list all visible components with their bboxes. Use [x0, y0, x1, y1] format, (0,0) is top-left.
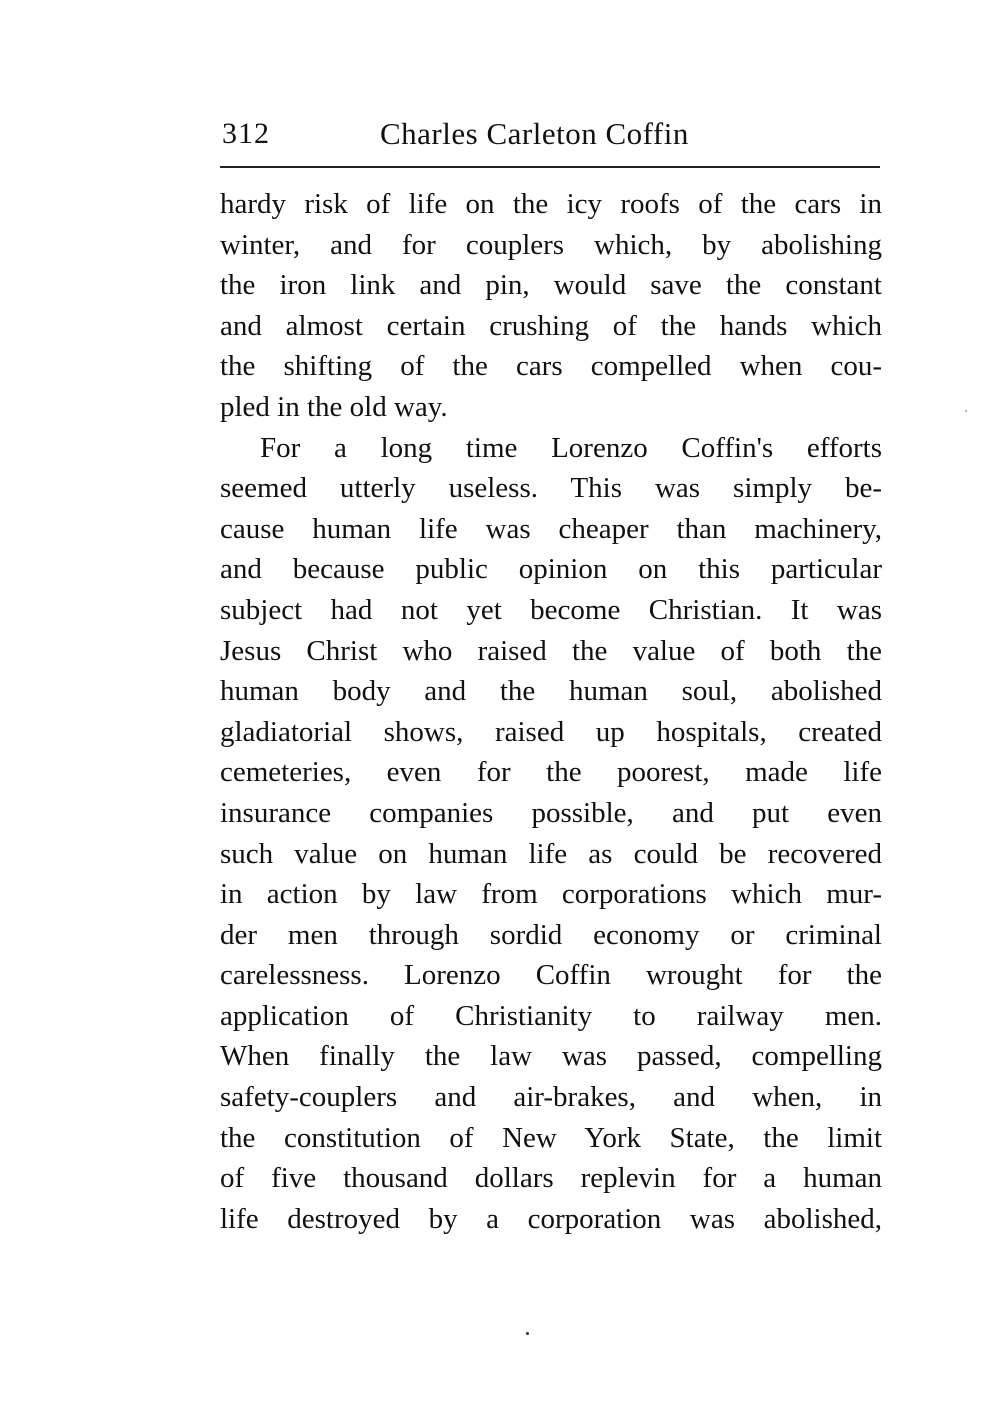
scan-speck: [965, 410, 967, 412]
text-line: in action by law from corporations which mur-: [220, 878, 882, 911]
text-line: cause human life was cheaper than machinery,: [220, 512, 882, 545]
text-line: winter, and for couplers which, by abolishing: [220, 228, 882, 261]
text-line: Jesus Christ who raised the value of both the: [220, 634, 882, 667]
text-line: the shifting of the cars compelled when cou-: [220, 350, 882, 383]
scan-speck: [526, 1332, 529, 1335]
text-line: subject had not yet become Christian. It was: [220, 593, 882, 626]
text-line: life destroyed by a corporation was abolished,: [220, 1202, 882, 1235]
text-line: the constitution of New York State, the limit: [220, 1121, 882, 1154]
text-line: of five thousand dollars replevin for a human: [220, 1162, 882, 1195]
text-line: human body and the human soul, abolished: [220, 675, 882, 708]
header-rule: [220, 166, 880, 168]
text-line: safety-couplers and air-brakes, and when, in: [220, 1081, 882, 1114]
text-line: pled in the old way.: [220, 390, 448, 423]
page-number: 312: [222, 117, 270, 150]
text-line: insurance companies possible, and put even: [220, 796, 882, 829]
text-line: cemeteries, even for the poorest, made life: [220, 756, 882, 789]
body-text: [220, 184, 882, 1239]
text-line: der men through sordid economy or criminal: [220, 918, 882, 951]
text-line: and almost certain crushing of the hands which: [220, 309, 882, 342]
text-line: carelessness. Lorenzo Coffin wrought for the: [220, 959, 882, 992]
text-line: and because public opinion on this particular: [220, 553, 882, 586]
paragraph-start-line: For a long time Lorenzo Coffin's efforts: [260, 431, 882, 464]
text-line: hardy risk of life on the icy roofs of the cars in: [220, 188, 882, 220]
text-line: seemed utterly useless. This was simply be-: [220, 472, 882, 505]
text-line: When finally the law was passed, compelling: [220, 1040, 882, 1073]
text-line: application of Christianity to railway men.: [220, 999, 882, 1032]
running-title: Charles Carleton Coffin: [380, 116, 689, 151]
text-line: such value on human life as could be recovered: [220, 837, 882, 870]
text-line: gladiatorial shows, raised up hospitals, created: [220, 715, 882, 748]
text-line: the iron link and pin, would save the constant: [220, 269, 882, 302]
